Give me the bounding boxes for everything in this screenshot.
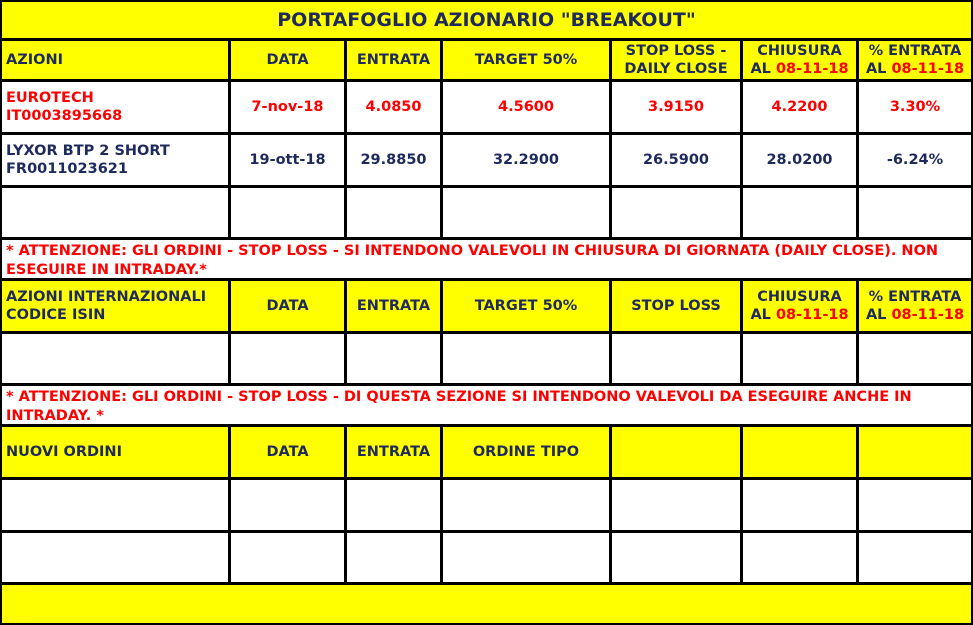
row1-target: 4.5600 — [443, 82, 609, 132]
empty-cell — [231, 334, 344, 383]
empty-cell — [2, 334, 228, 383]
header-chiusura-line2: AL 08-11-18 — [750, 307, 849, 323]
header-stop-line1: STOP LOSS - — [625, 43, 727, 59]
empty-cell — [612, 334, 740, 383]
row1-name: EUROTECH — [6, 90, 94, 106]
row2-data: 19-ott-18 — [231, 135, 344, 185]
header-pct-entrata — [859, 281, 971, 331]
header-azioni-int-line2: CODICE ISIN — [6, 307, 106, 323]
empty-cell — [443, 334, 609, 383]
empty-cell — [2, 480, 228, 530]
empty-cell — [859, 480, 971, 530]
empty-cell — [231, 533, 344, 582]
header-azioni-int-line1: AZIONI INTERNAZIONALI — [6, 289, 207, 305]
header-chiusura-line1: CHIUSURA — [757, 289, 842, 305]
empty-cell — [743, 334, 856, 383]
empty-header-cell — [859, 427, 971, 477]
header-stop-loss: STOP LOSS — [612, 281, 740, 331]
header-pct-line1: % ENTRATA — [868, 43, 962, 59]
empty-cell — [443, 533, 609, 582]
header-data: DATA — [231, 41, 344, 79]
header-stop-loss-daily — [612, 41, 740, 79]
header-entrata: ENTRATA — [347, 281, 440, 331]
empty-cell — [347, 334, 440, 383]
row1-pct: 3.30% — [859, 82, 971, 132]
header-pct-line2: AL 08-11-18 — [865, 61, 965, 77]
row1-isin: IT0003895668 — [6, 108, 123, 124]
header-ordine-tipo: ORDINE TIPO — [443, 427, 609, 477]
row1-entrata: 4.0850 — [347, 82, 440, 132]
header-azioni: AZIONI — [2, 41, 228, 79]
row1-data: 7-nov-18 — [231, 82, 344, 132]
row1-azione — [2, 82, 228, 132]
row2-stop: 26.5900 — [612, 135, 740, 185]
header-chiusura-line2: AL 08-11-18 — [750, 61, 849, 77]
header-entrata: ENTRATA — [347, 427, 440, 477]
empty-cell — [347, 533, 440, 582]
empty-cell — [859, 533, 971, 582]
empty-cell — [347, 188, 440, 237]
empty-cell — [859, 334, 971, 383]
header-target: TARGET 50% — [443, 41, 609, 79]
row1-stop: 3.9150 — [612, 82, 740, 132]
header-nuovi-ordini: NUOVI ORDINI — [2, 427, 228, 477]
empty-cell — [859, 188, 971, 237]
header-chiusura — [743, 41, 856, 79]
header-chiusura-line1: CHIUSURA — [757, 43, 842, 59]
header-azioni-internazionali — [2, 281, 228, 331]
empty-cell — [2, 188, 228, 237]
empty-cell — [443, 188, 609, 237]
header-pct-line2: AL 08-11-18 — [865, 307, 965, 323]
empty-cell — [743, 188, 856, 237]
empty-header-cell — [743, 427, 856, 477]
header-entrata: ENTRATA — [347, 41, 440, 79]
empty-cell — [231, 188, 344, 237]
row2-target: 32.2900 — [443, 135, 609, 185]
row2-name: LYXOR BTP 2 SHORT — [6, 143, 170, 159]
header-pct-entrata — [859, 41, 971, 79]
row1-chiusura: 4.2200 — [743, 82, 856, 132]
header-chiusura — [743, 281, 856, 331]
header-data: DATA — [231, 281, 344, 331]
row2-azione — [2, 135, 228, 185]
empty-header-cell — [612, 427, 740, 477]
row2-entrata: 29.8850 — [347, 135, 440, 185]
header-pct-line1: % ENTRATA — [868, 289, 962, 305]
empty-cell — [612, 188, 740, 237]
page-title: PORTAFOGLIO AZIONARIO "BREAKOUT" — [2, 2, 971, 38]
row2-isin: FR0011023621 — [6, 161, 128, 177]
empty-cell — [612, 480, 740, 530]
empty-cell — [743, 480, 856, 530]
empty-cell — [443, 480, 609, 530]
header-data: DATA — [231, 427, 344, 477]
empty-cell — [2, 533, 228, 582]
empty-cell — [743, 533, 856, 582]
section2-warning-note: * ATTENZIONE: GLI ORDINI - STOP LOSS - DI QUESTA SEZIONE SI INTENDONO VALEVOLI DA ESEGUIRE ANCHE IN INTRADAY. * — [2, 386, 971, 424]
section1-warning-note: * ATTENZIONE: GLI ORDINI - STOP LOSS - SI INTENDONO VALEVOLI IN CHIUSURA DI GIORNATA (DAILY CLOSE). NON ESEGUIRE IN INTRADAY.* — [2, 240, 971, 278]
empty-cell — [231, 480, 344, 530]
header-target: TARGET 50% — [443, 281, 609, 331]
row2-pct: -6.24% — [859, 135, 971, 185]
empty-cell — [612, 533, 740, 582]
header-stop-line2: DAILY CLOSE — [624, 61, 728, 77]
empty-cell — [347, 480, 440, 530]
footer-bar — [2, 585, 971, 623]
row2-chiusura: 28.0200 — [743, 135, 856, 185]
